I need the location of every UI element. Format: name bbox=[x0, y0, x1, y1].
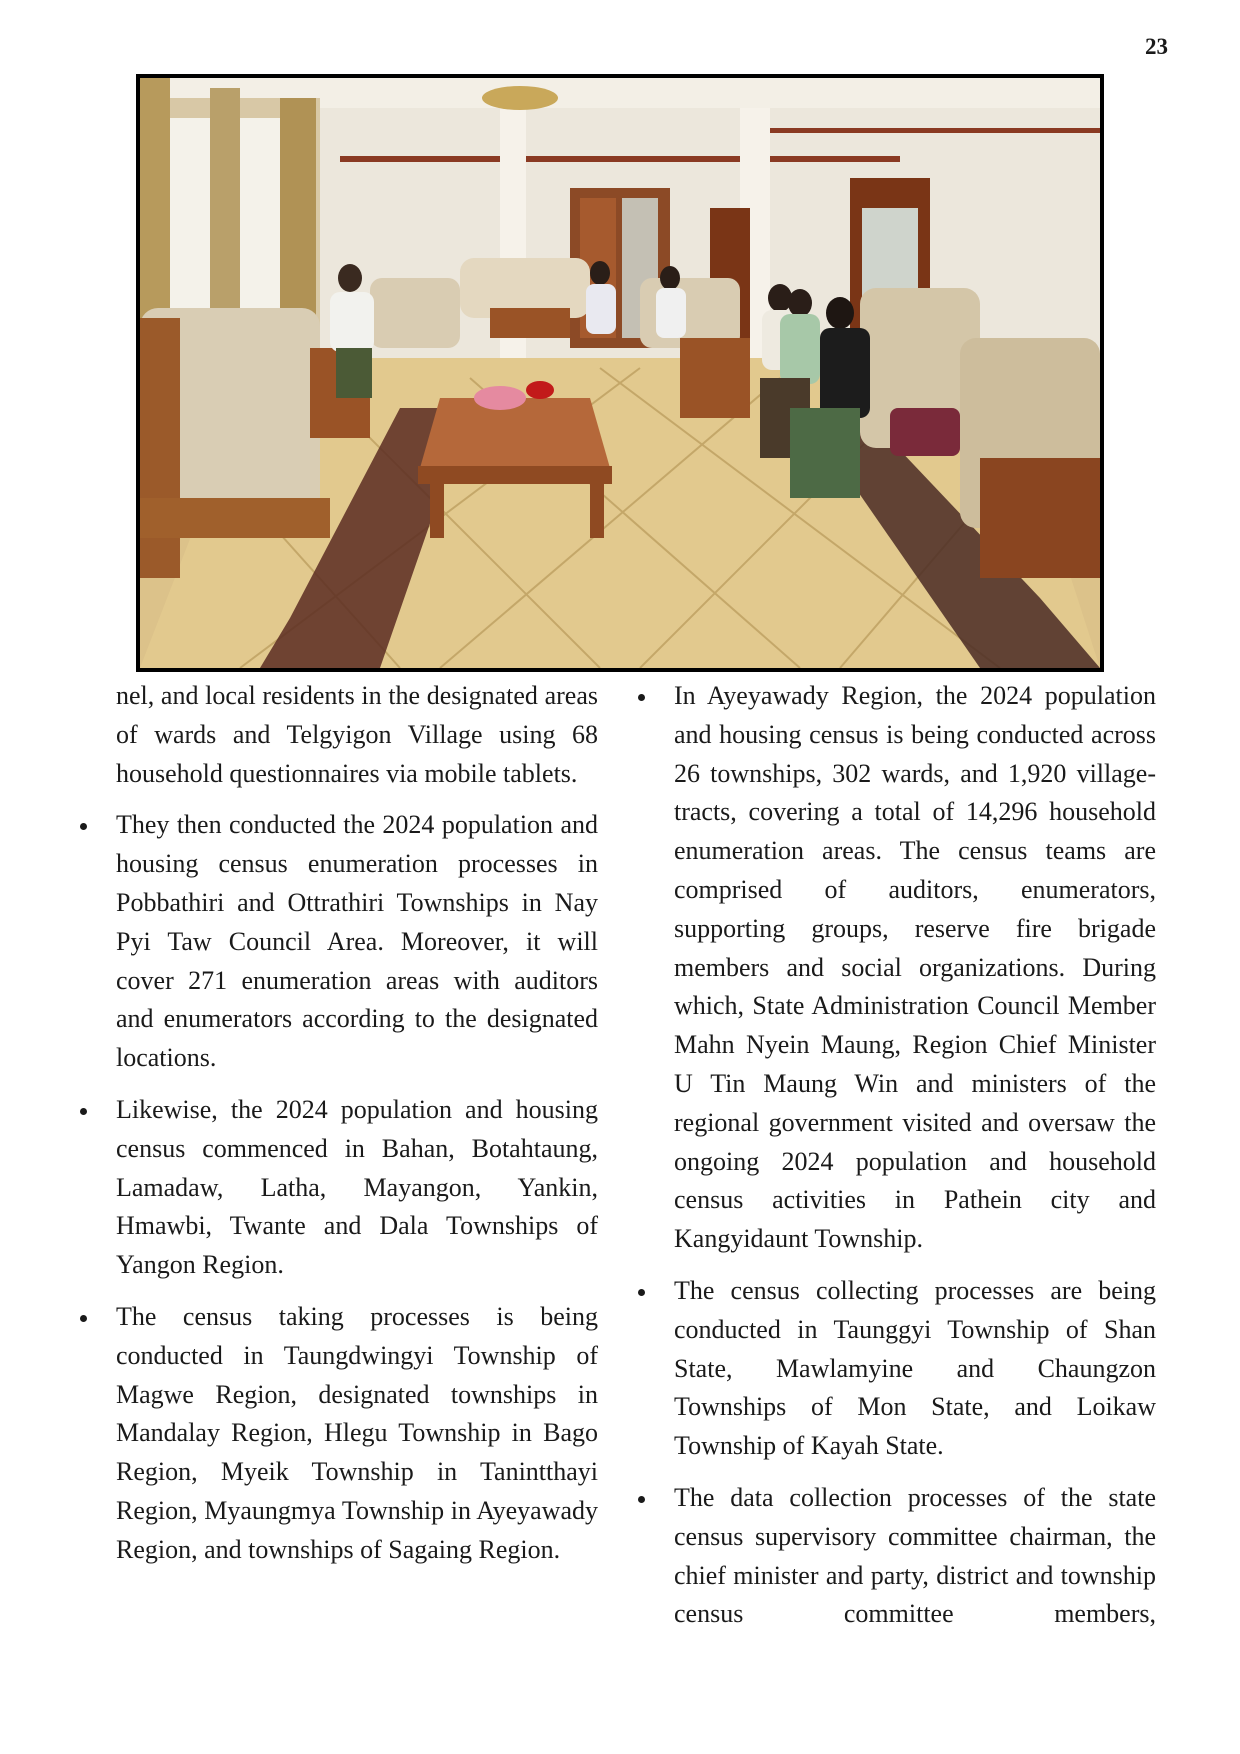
bullet-item: In Ayeyawady Region, the 2024 population and housing census is being conducted across 26 townships, 302 wards, and 1,920 village-tracts, covering a total of 14,296 household enumeration areas. The census teams are comprised of auditors, enumerators, supporting groups, reserve fire brigade members and social organizations. During which, State Administration Council Member Mahn Nyein Maung, Region Chief Minister U Tin Maung Win and ministers of the regional government visited and oversaw the ongoing 2024 population and household census activities in Pathein city and Kangyidaunt Township. bbox=[674, 677, 1156, 1259]
right-column bbox=[674, 677, 1156, 1647]
continuation-paragraph: nel, and local residents in the designated areas of wards and Telgyigon Village using 68 household questionnaires via mobile tablets. bbox=[116, 681, 598, 788]
left-column bbox=[116, 677, 598, 1583]
bullet-item: The data collection processes of the state census supervisory committee chairman, the chief minister and party, district and township census committee members, bbox=[674, 1479, 1156, 1634]
bullet-item: The census taking processes is being conducted in Taungdwingyi Township of Magwe Region, designated townships in Mandalay Region, Hlegu Township in Bago Region, Myeik Township in Tanintthayi Region, Myaungmya Township in Ayeyawady Region, and townships of Sagaing Region. bbox=[116, 1298, 598, 1570]
bullet-item: They then conducted the 2024 population and housing census enumeration processes in Pobbathiri and Ottrathiri Townships in Nay Pyi Taw Council Area. Moreover, it will cover 271 enumeration areas with auditors and enumerators according to the designated locations. bbox=[116, 806, 598, 1078]
bullet-item: The census collecting processes are being conducted in Taunggyi Township of Shan State, Mawlamyine and Chaungzon Townships of Mon State, and Loikaw Township of Kayah State. bbox=[674, 1272, 1156, 1466]
meeting-room-illustration bbox=[140, 78, 1100, 668]
bullet-item: Likewise, the 2024 population and housing census commenced in Bahan, Botahtaung, Lamadaw, Latha, Mayangon, Yankin, Hmawbi, Twante and Dala Townships of Yangon Region. bbox=[116, 1091, 598, 1285]
meeting-photo bbox=[136, 74, 1104, 672]
page-number: 23 bbox=[1145, 34, 1168, 59]
